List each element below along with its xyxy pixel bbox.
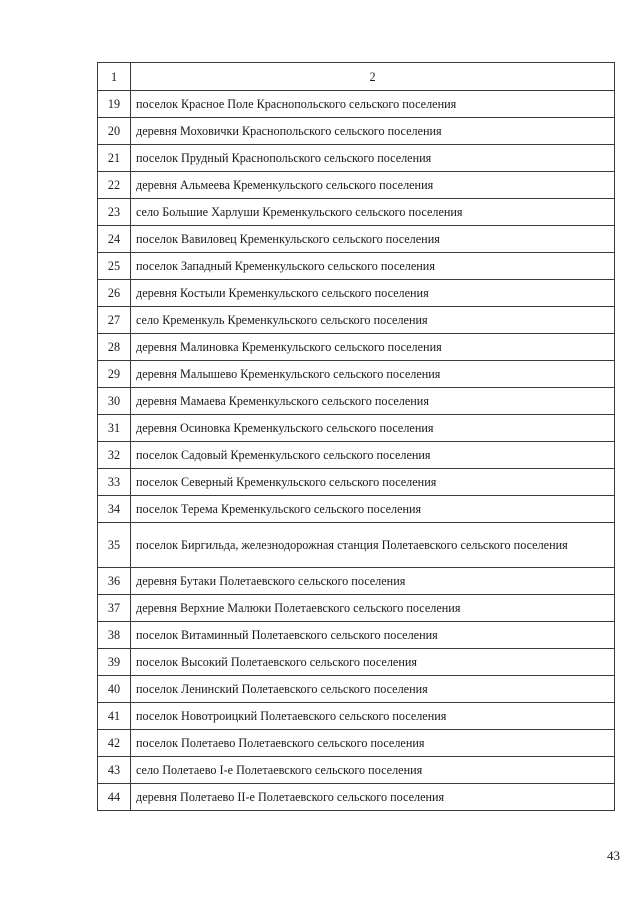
row-number: 39	[98, 649, 131, 676]
header-col-name: 2	[131, 63, 615, 91]
settlement-name: поселок Биргильда, железнодорожная станция Полетаевского сельского поселения	[131, 523, 615, 568]
row-number: 42	[98, 730, 131, 757]
settlement-name: село Большие Харлуши Кременкульского сельского поселения	[131, 199, 615, 226]
table-row	[98, 280, 615, 307]
table-row	[98, 145, 615, 172]
table-row	[98, 676, 615, 703]
table-row	[98, 172, 615, 199]
table-row	[98, 523, 615, 568]
settlement-name: поселок Ленинский Полетаевского сельского поселения	[131, 676, 615, 703]
row-number: 30	[98, 388, 131, 415]
table-row	[98, 199, 615, 226]
settlement-name: деревня Альмеева Кременкульского сельского поселения	[131, 172, 615, 199]
settlement-name: деревня Мамаева Кременкульского сельского поселения	[131, 388, 615, 415]
settlement-name: поселок Садовый Кременкульского сельского поселения	[131, 442, 615, 469]
table-row	[98, 469, 615, 496]
row-number: 22	[98, 172, 131, 199]
table-row	[98, 703, 615, 730]
table-row	[98, 118, 615, 145]
settlement-name: поселок Высокий Полетаевского сельского поселения	[131, 649, 615, 676]
row-number: 21	[98, 145, 131, 172]
settlement-name: поселок Терема Кременкульского сельского поселения	[131, 496, 615, 523]
settlement-name: поселок Западный Кременкульского сельского поселения	[131, 253, 615, 280]
row-number: 40	[98, 676, 131, 703]
settlements-table-body	[98, 63, 615, 811]
row-number: 43	[98, 757, 131, 784]
settlement-name: деревня Верхние Малюки Полетаевского сельского поселения	[131, 595, 615, 622]
table-row	[98, 442, 615, 469]
row-number: 44	[98, 784, 131, 811]
settlement-name: поселок Северный Кременкульского сельского поселения	[131, 469, 615, 496]
table-row	[98, 496, 615, 523]
row-number: 19	[98, 91, 131, 118]
table-row	[98, 253, 615, 280]
row-number: 34	[98, 496, 131, 523]
settlement-name: село Кременкуль Кременкульского сельского поселения	[131, 307, 615, 334]
settlement-name: деревня Осиновка Кременкульского сельского поселения	[131, 415, 615, 442]
row-number: 24	[98, 226, 131, 253]
row-number: 29	[98, 361, 131, 388]
row-number: 25	[98, 253, 131, 280]
table-row	[98, 307, 615, 334]
table-row	[98, 226, 615, 253]
row-number: 28	[98, 334, 131, 361]
settlement-name: поселок Прудный Краснопольского сельского поселения	[131, 145, 615, 172]
row-number: 27	[98, 307, 131, 334]
row-number: 35	[98, 523, 131, 568]
header-col-number: 1	[98, 63, 131, 91]
settlement-name: деревня Бутаки Полетаевского сельского поселения	[131, 568, 615, 595]
row-number: 20	[98, 118, 131, 145]
settlement-name: поселок Витаминный Полетаевского сельского поселения	[131, 622, 615, 649]
row-number: 33	[98, 469, 131, 496]
table-row	[98, 622, 615, 649]
settlement-name: деревня Костыли Кременкульского сельского поселения	[131, 280, 615, 307]
table-row	[98, 595, 615, 622]
table-row	[98, 568, 615, 595]
settlement-name: поселок Красное Поле Краснопольского сельского поселения	[131, 91, 615, 118]
page-number: 43	[607, 848, 620, 863]
settlement-name: поселок Вавиловец Кременкульского сельского поселения	[131, 226, 615, 253]
row-number: 23	[98, 199, 131, 226]
row-number: 37	[98, 595, 131, 622]
table-row	[98, 334, 615, 361]
settlement-name: деревня Малиновка Кременкульского сельского поселения	[131, 334, 615, 361]
table-row	[98, 757, 615, 784]
table-row	[98, 388, 615, 415]
table-row	[98, 415, 615, 442]
row-number: 26	[98, 280, 131, 307]
table-row	[98, 649, 615, 676]
table-row	[98, 361, 615, 388]
table-row	[98, 91, 615, 118]
settlement-name: деревня Малышево Кременкульского сельского поселения	[131, 361, 615, 388]
settlement-name: деревня Моховички Краснопольского сельского поселения	[131, 118, 615, 145]
row-number: 31	[98, 415, 131, 442]
row-number: 36	[98, 568, 131, 595]
settlement-name: село Полетаево I-е Полетаевского сельского поселения	[131, 757, 615, 784]
table-row	[98, 784, 615, 811]
row-number: 38	[98, 622, 131, 649]
table-header-row	[98, 63, 615, 91]
row-number: 41	[98, 703, 131, 730]
settlements-table	[97, 62, 615, 811]
settlement-name: деревня Полетаево II-е Полетаевского сельского поселения	[131, 784, 615, 811]
settlement-name: поселок Полетаево Полетаевского сельского поселения	[131, 730, 615, 757]
table-row	[98, 730, 615, 757]
row-number: 32	[98, 442, 131, 469]
settlement-name: поселок Новотроицкий Полетаевского сельского поселения	[131, 703, 615, 730]
